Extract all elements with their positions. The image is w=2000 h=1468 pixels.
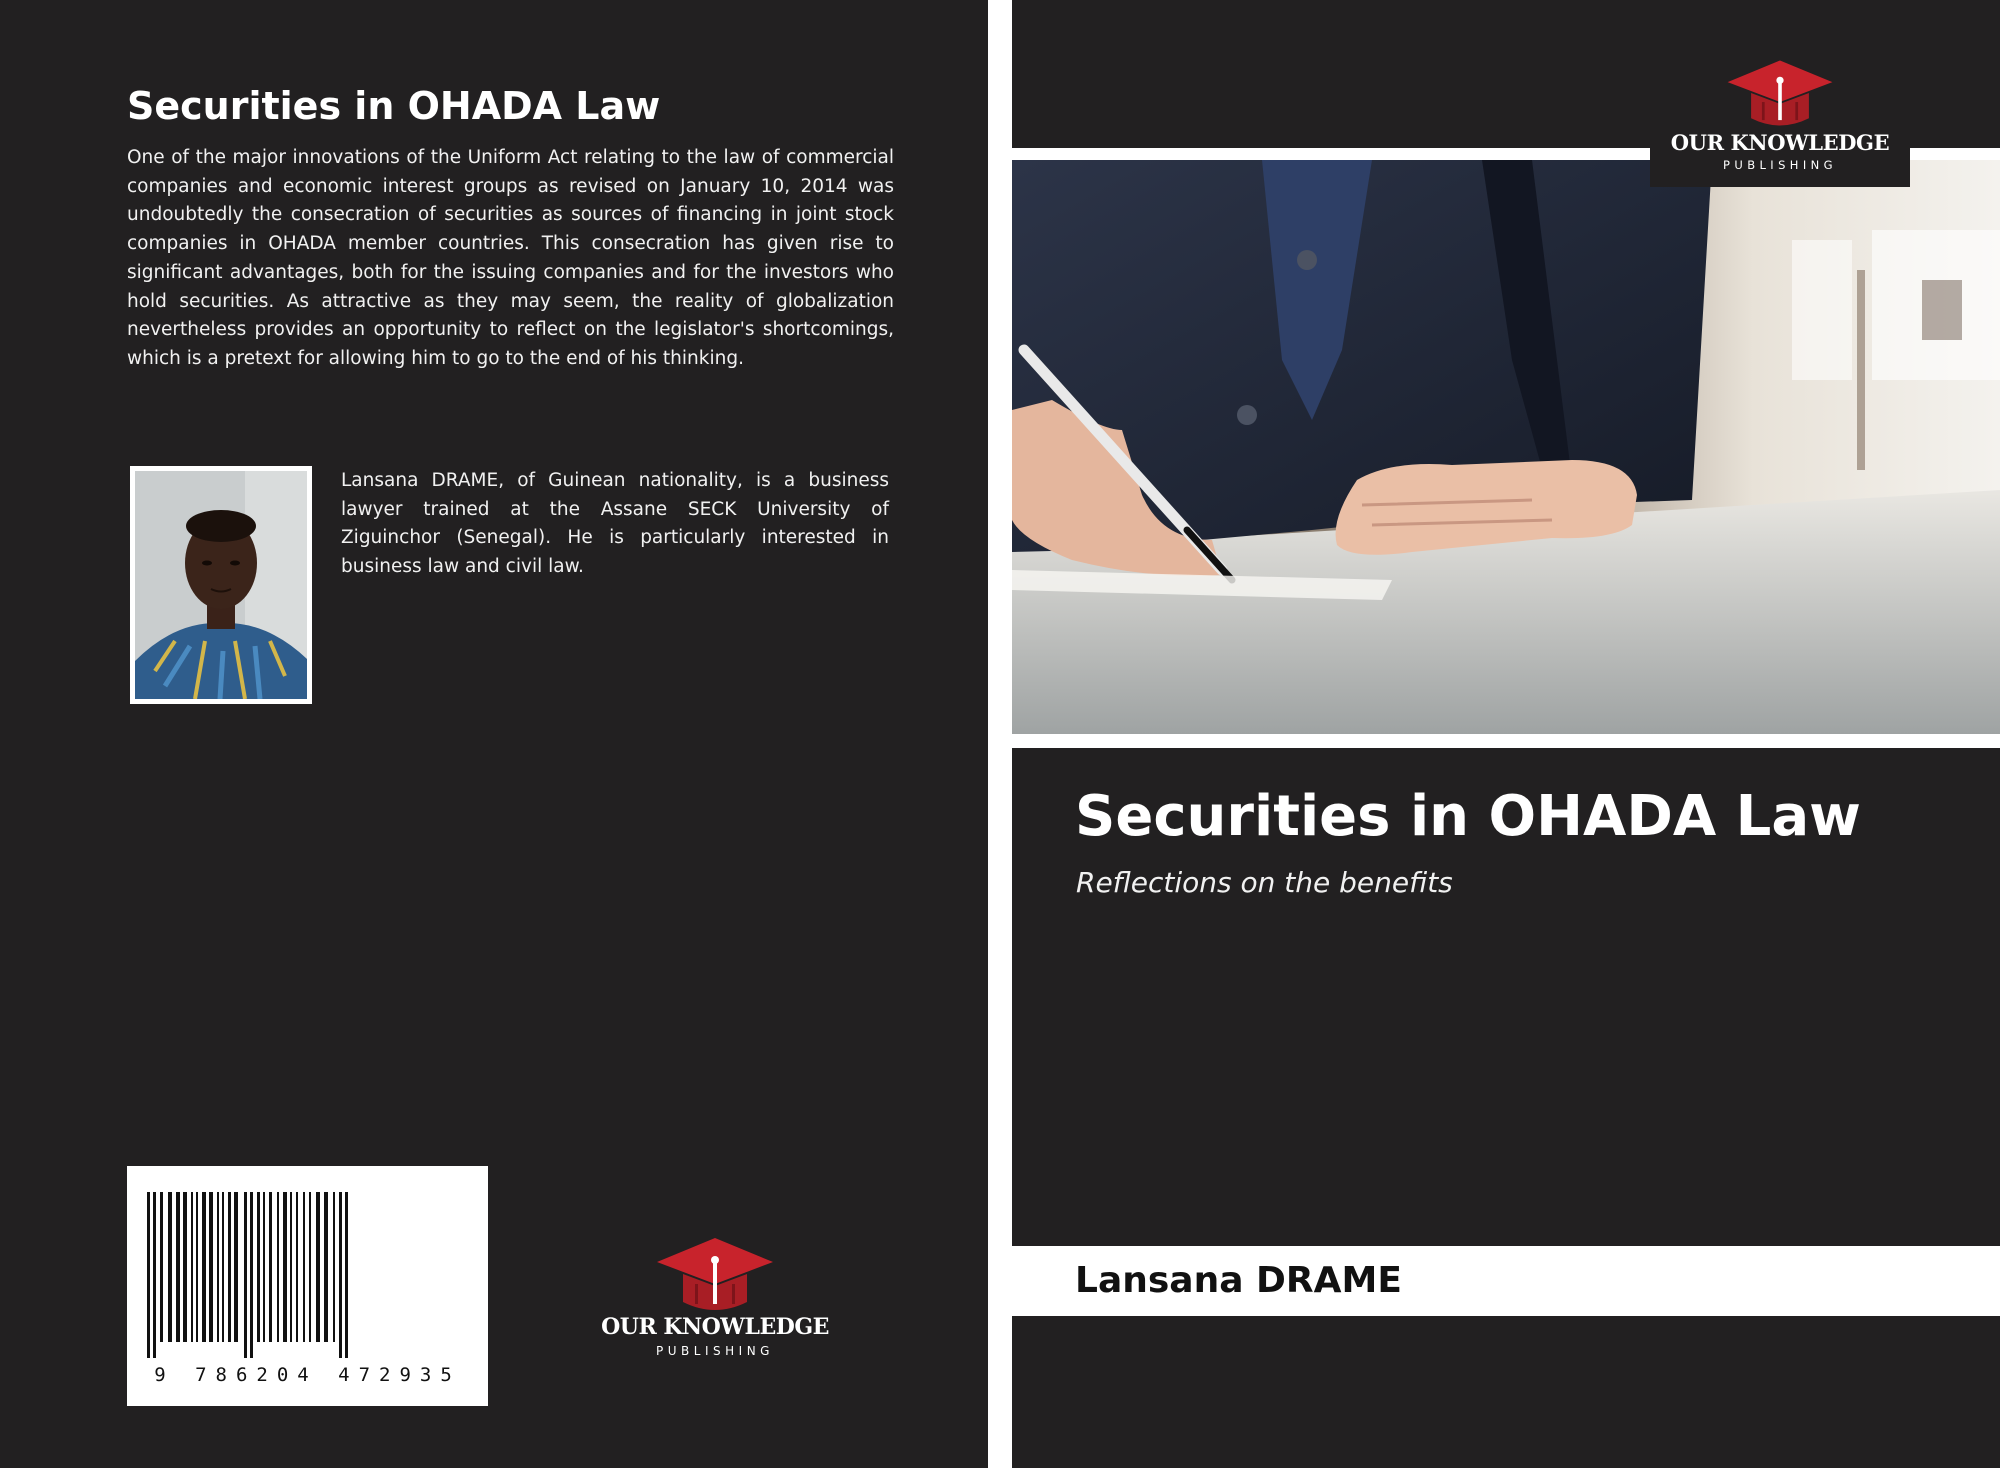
front-cover [1012,0,2000,1468]
cover-photo-hands-signing [1012,160,2000,734]
front-bottom-band [1012,1316,2000,1468]
publisher-name: OUR KNOWLEDGE [1670,130,1890,155]
publisher-subtitle: PUBLISHING [1723,158,1837,172]
author-photo [130,466,312,704]
back-cover-blurb: One of the major innovations of the Uniform Act relating to the law of commercial companies and economic interest groups as revised on January 10, 2014 was undoubtedly the consecration of securities as sources of financing in joint stock companies in OHADA member countries. This consecration has given rise to significant advantages, both for the issuing companies and for the investors who hold securities. As attractive as they may seem, the reality of globalization nevertheless provides an opportunity to reflect on the legislator's shortcomings, which is a pretext for allowing him to go to the end of his thinking. [127,147,894,369]
barcode-bars [143,1192,473,1358]
isbn-number: 9 786204 472935 [154,1364,461,1386]
front-cover-author: Lansana DRAME [1075,1260,1402,1301]
front-cover-title: Securities in OHADA Law [1075,784,1861,849]
mortarboard-icon [1724,58,1836,128]
isbn-barcode [127,1166,488,1406]
publisher-name: OUR KNOWLEDGE [601,1314,829,1340]
front-publisher-logo [1650,50,1910,187]
front-cover-subtitle: Reflections on the benefits [1076,866,1453,899]
mortarboard-icon [653,1236,777,1312]
back-cover [0,0,988,1468]
front-title-band [1012,748,2000,1246]
publisher-subtitle: PUBLISHING [656,1344,774,1358]
spine [988,0,1012,1468]
back-cover-title: Securities in OHADA Law [127,84,661,128]
author-bio: Lansana DRAME, of Guinean nationality, is a business lawyer trained at the Assane SECK University of Ziguinchor (Senegal). He is particularly interested in business law and civil law. [341,470,889,578]
back-publisher-logo [590,1236,840,1361]
